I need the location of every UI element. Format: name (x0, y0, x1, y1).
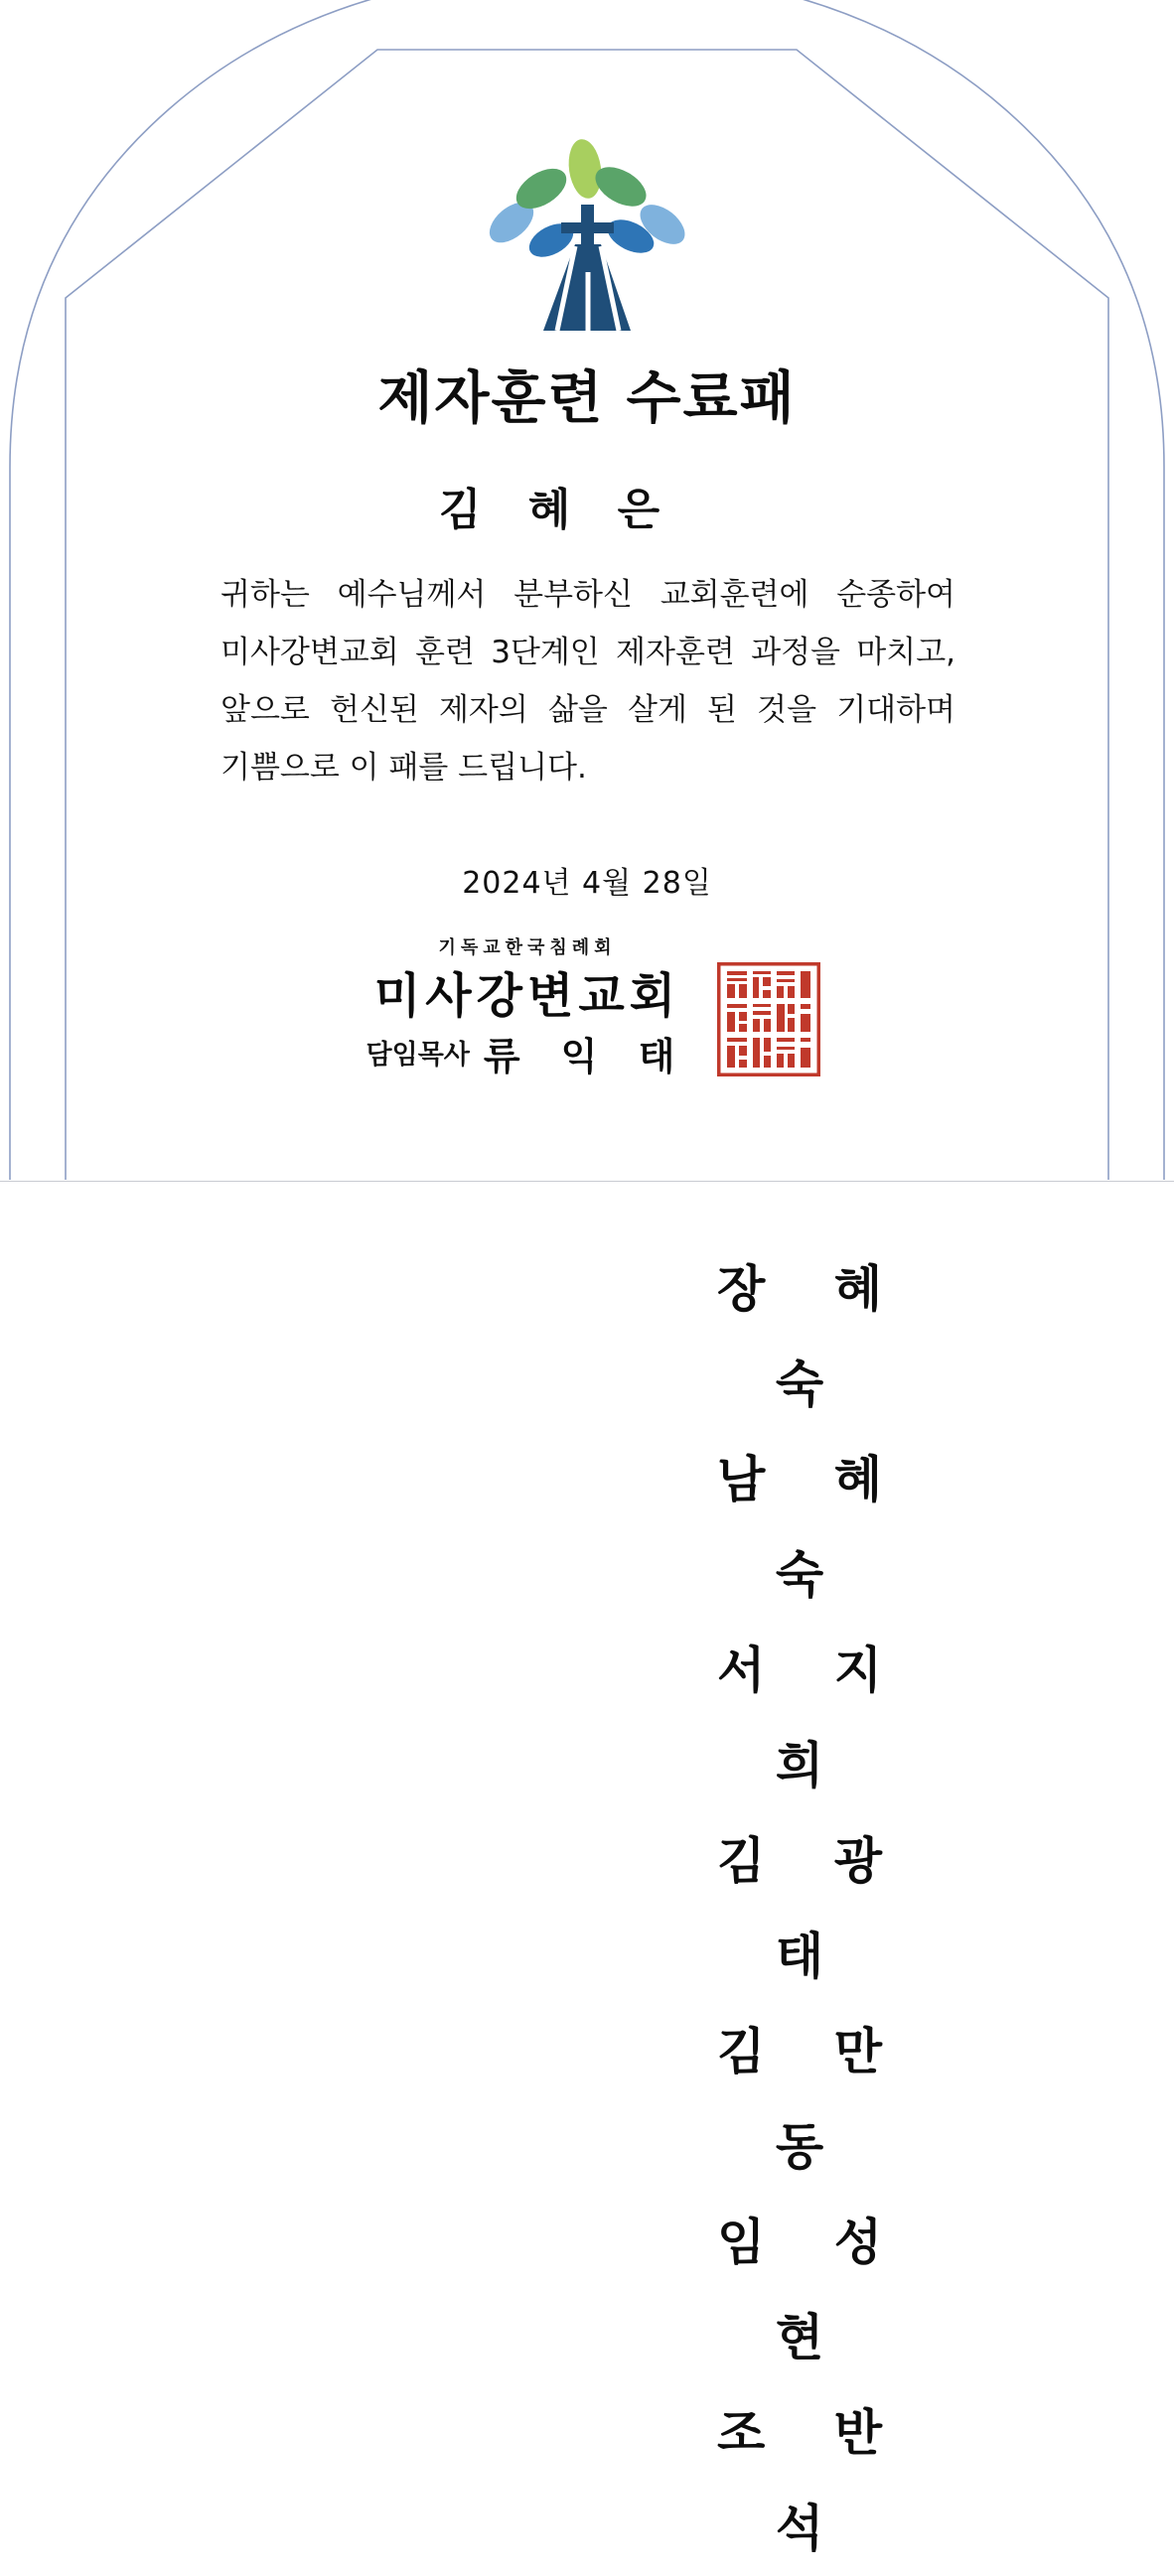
pastor-name: 류 익 태 (483, 1035, 689, 1078)
pastor-label: 담임목사 (366, 1040, 470, 1071)
list-item: 김 광 태 (716, 1832, 908, 1985)
list-item: 조 반 석 (716, 2404, 908, 2557)
section-divider (0, 1181, 1174, 1182)
name-list (636, 1241, 963, 2576)
award-date: 2024년 4월 28일 (462, 866, 712, 901)
list-item: 장 혜 숙 (716, 1260, 908, 1413)
denomination-label: 기독교한국침례회 (438, 937, 617, 958)
list-item: 서 지 희 (716, 1642, 908, 1794)
church-name: 미사강변교회 (373, 968, 681, 1024)
pastor-line (0, 1026, 1174, 1080)
church-tree-cross-logo (480, 127, 694, 341)
page-title: 제자훈련 수료패 (377, 365, 797, 431)
signature-block (0, 933, 1174, 1092)
list-item: 남 혜 숙 (716, 1451, 908, 1604)
list-item: 김 만 동 (716, 2023, 908, 2176)
plaque-canvas (0, 0, 1174, 1182)
list-item: 임 성 현 (716, 2214, 908, 2366)
recipient-name: 김 혜 은 (438, 485, 676, 535)
official-seal-stamp (717, 962, 820, 1076)
award-body-text: 귀하는 예수님께서 분부하신 교회훈련에 순종하여 미사강변교회 훈련 3단계인 제자훈련 과정을 마치고, 앞으로 헌신된 제자의 삶을 살게 된 것을 기대하며 기쁨으로 이 패를 드립니다. (220, 577, 955, 786)
